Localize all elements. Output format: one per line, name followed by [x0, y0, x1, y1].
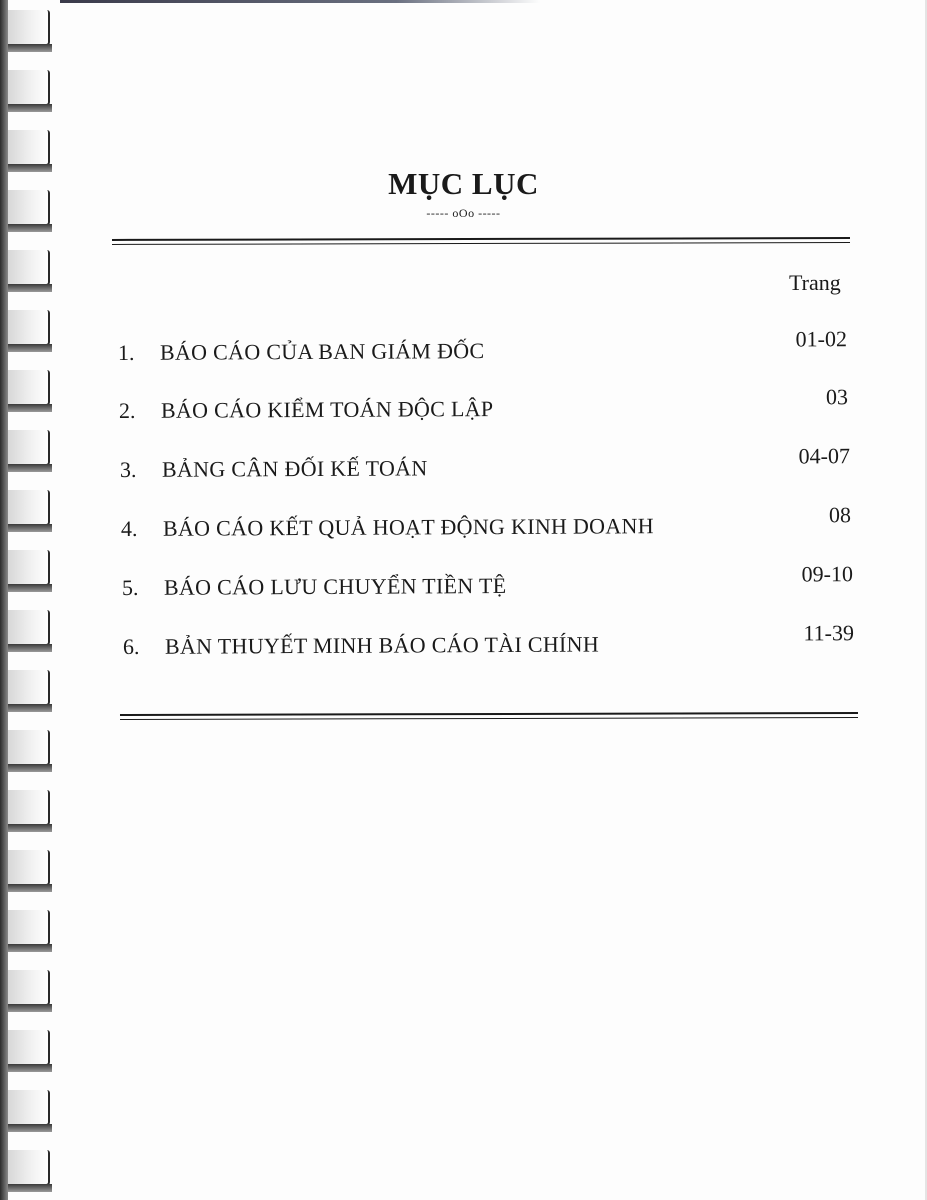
toc-entry-title: BẢNG CÂN ĐỐI KẾ TOÁN	[161, 455, 428, 482]
toc-entry-number: 6.	[122, 633, 140, 659]
toc-entry-number: 2.	[118, 397, 136, 423]
title-ornament: ----- oOo -----	[426, 206, 501, 220]
toc-entry-number: 3.	[119, 456, 137, 482]
toc-entry-pages: 09-10	[801, 561, 853, 587]
toc-entry-title: BÁO CÁO CỦA BAN GIÁM ĐỐC	[159, 338, 485, 365]
toc-entry-pages: 04-07	[798, 443, 850, 469]
toc-entry-number: 4.	[120, 515, 138, 541]
toc-entry-number: 1.	[117, 339, 135, 365]
toc-entry-title: BÁO CÁO LƯU CHUYỂN TIỀN TỆ	[163, 572, 507, 600]
toc-entry-pages: 03	[825, 384, 848, 410]
toc-entry-title: BẢN THUYẾT MINH BÁO CÁO TÀI CHÍNH	[164, 631, 600, 659]
toc-entry-number: 5.	[121, 574, 139, 600]
toc-entry-pages: 08	[828, 502, 851, 528]
page-title: MỤC LỤC	[388, 166, 539, 201]
toc-entry-title: BÁO CÁO KẾT QUẢ HOẠT ĐỘNG KINH DOANH	[162, 513, 654, 541]
toc-entry-pages: 01-02	[795, 326, 847, 352]
page-column-header: Trang	[789, 270, 841, 295]
toc-entry-title: BÁO CÁO KIỂM TOÁN ĐỘC LẬP	[160, 396, 494, 423]
toc-entry-pages: 11-39	[803, 620, 854, 646]
